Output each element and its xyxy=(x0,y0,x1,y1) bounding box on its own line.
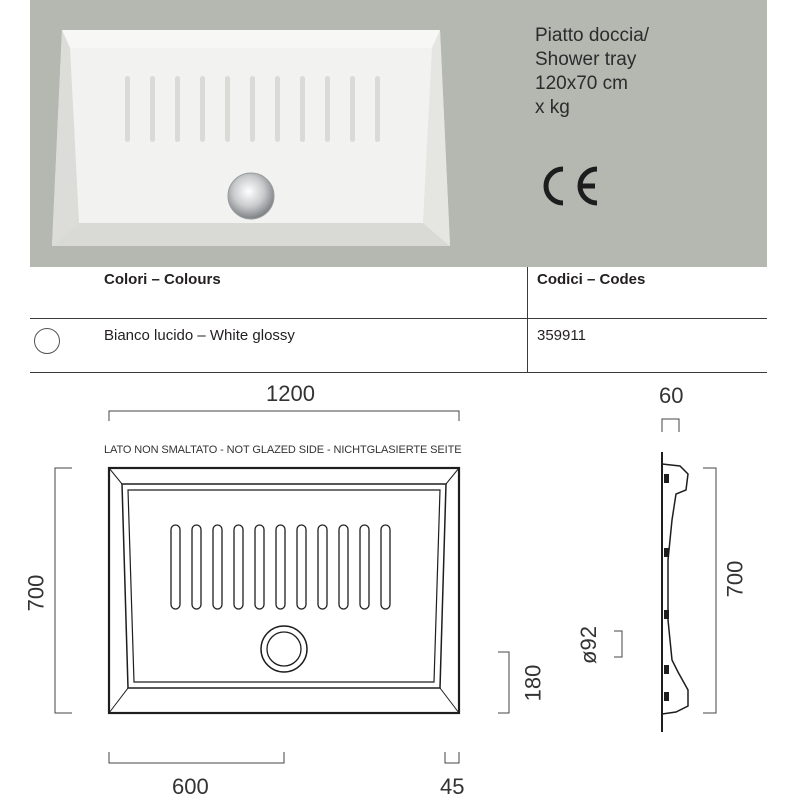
dimension-drain-offset-x: 600 xyxy=(172,774,209,799)
colour-name: Bianco lucido – White glossy xyxy=(104,327,295,344)
title-line: x kg xyxy=(535,97,570,118)
title-line: Piatto doccia/ xyxy=(535,25,650,46)
dimension-drain-offset-y: 180 xyxy=(520,664,546,702)
dimension-height: 700 xyxy=(23,574,49,612)
plan-view xyxy=(109,468,459,713)
codes-header: Codici – Codes xyxy=(537,271,646,288)
title-line: 120x70 cm xyxy=(535,73,628,94)
dimension-depth: 60 xyxy=(659,383,684,408)
title-line: Shower tray xyxy=(535,49,637,70)
dimension-drain-diameter: ø92 xyxy=(575,626,601,664)
dimension-rim: 45 xyxy=(440,774,465,799)
not-glazed-side-note: LATO NON SMALTATO - NOT GLAZED SIDE - NICHTGLASIERTE SEITE xyxy=(104,444,462,456)
side-section-view xyxy=(662,452,688,732)
product-code: 359911 xyxy=(537,327,586,344)
dimension-side-height: 700 xyxy=(722,560,748,598)
dimension-width: 1200 xyxy=(266,381,315,406)
colours-header: Colori – Colours xyxy=(104,271,221,288)
